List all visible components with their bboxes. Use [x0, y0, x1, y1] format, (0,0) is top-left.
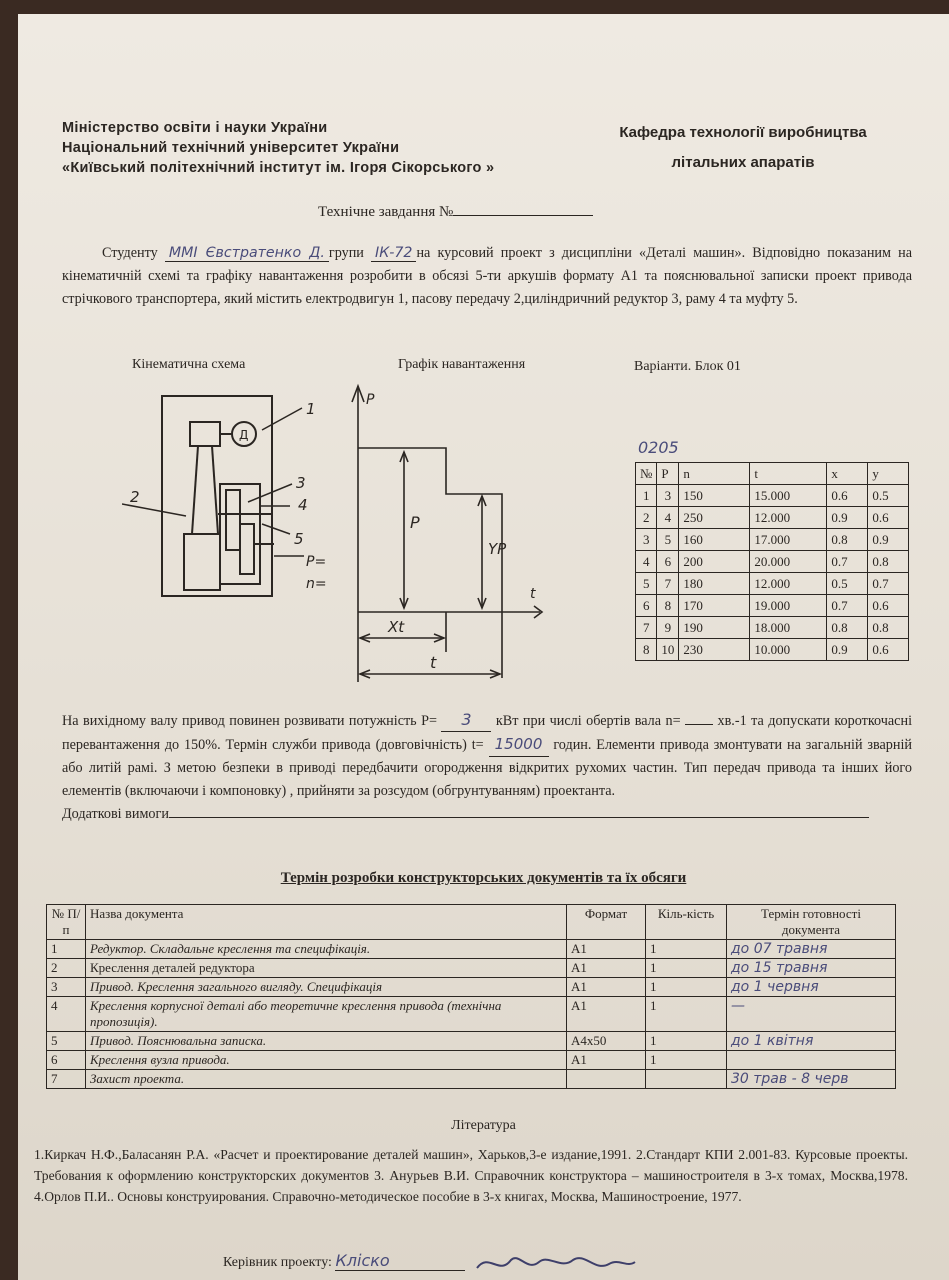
variants-cell: 15.000 [750, 485, 827, 507]
req-p-hand: 3 [441, 708, 491, 732]
variants-cell: 200 [679, 551, 750, 573]
student-hand [165, 245, 329, 262]
variants-cell: 7 [657, 573, 679, 595]
variants-cell: 5 [636, 573, 657, 595]
intro-paragraph [62, 242, 912, 311]
variants-cell: 8 [657, 595, 679, 617]
variants-header-row [636, 463, 909, 485]
variants-cell: 150 [679, 485, 750, 507]
docs-cell-qty: 1 [646, 997, 727, 1032]
ministry-header [62, 118, 494, 178]
docs-cell-n: 7 [47, 1070, 86, 1089]
variants-cell: 3 [636, 529, 657, 551]
docs-cell-name: Привод. Пояснювальна записка. [86, 1032, 567, 1051]
variants-cell: 20.000 [750, 551, 827, 573]
docs-cell-name: Захист проекта. [86, 1070, 567, 1089]
department-line: Кафедра технології виробництва [619, 124, 867, 141]
documents-body [47, 940, 896, 1089]
variants-header-cell: y [868, 463, 909, 485]
load-graph-label: Графік навантаження [398, 357, 526, 372]
variants-cell: 250 [679, 507, 750, 529]
variants-row [636, 485, 909, 507]
variants-cell: 0.8 [868, 551, 909, 573]
docs-row [47, 1032, 896, 1051]
docs-header-cell: № П/п [47, 905, 86, 940]
variants-cell: 2 [636, 507, 657, 529]
label-4: 4 [298, 496, 308, 514]
variants-cell: 230 [679, 639, 750, 661]
documents-table [46, 904, 896, 1089]
extra-label: Додаткові вимоги [62, 806, 169, 822]
variants-header-cell: № [636, 463, 657, 485]
variants-cell: 0.8 [868, 617, 909, 639]
variants-row [636, 573, 909, 595]
docs-header-cell: Кіль-кість [646, 905, 727, 940]
variants-header-cell: n [679, 463, 750, 485]
label-3: 3 [296, 474, 306, 492]
variants-cell: 7 [636, 617, 657, 639]
variants-row [636, 595, 909, 617]
docs-header-cell: Формат [567, 905, 646, 940]
title-text: Технічне завдання № [318, 204, 454, 220]
ministry-line: «Київський політехнічний інститут ім. Ігоря Сікорського » [62, 160, 495, 176]
docs-cell-n: 3 [47, 978, 86, 997]
variants-cell: 3 [657, 485, 679, 507]
student-label: Студенту [102, 245, 158, 261]
variants-cell: 12.000 [750, 573, 827, 595]
docs-cell-deadline: — [727, 997, 896, 1032]
label-1: 1 [306, 400, 316, 418]
variants-cell: 0.6 [868, 639, 909, 661]
variants-cell: 6 [636, 595, 657, 617]
graph-t-label: t [430, 653, 437, 672]
frame-rect [162, 396, 272, 596]
variants-row [636, 551, 909, 573]
docs-header-row [47, 905, 896, 940]
variant-hand-code: 0205 [638, 438, 679, 457]
supervisor-hand-name: Кліско [335, 1251, 465, 1271]
variants-cell: 0.7 [827, 551, 868, 573]
variants-cell: 0.5 [868, 485, 909, 507]
variants-cell: 17.000 [750, 529, 827, 551]
variants-cell: 170 [679, 595, 750, 617]
axis-p-label: P [366, 392, 375, 408]
variants-cell: 0.8 [827, 529, 868, 551]
docs-cell-format: А1 [567, 940, 646, 959]
hand-student-name: Євстратенко Д. [205, 245, 325, 261]
variants-header-cell: t [750, 463, 827, 485]
extra-requirements [62, 803, 912, 826]
supervisor-signature [469, 1255, 639, 1270]
variants-cell: 5 [657, 529, 679, 551]
axis-t-label: t [530, 586, 536, 602]
term-title: Термін розробки конструкторських документів та їх обсяги [280, 870, 687, 886]
docs-cell-format: А1 [567, 978, 646, 997]
variants-cell: 0.9 [827, 507, 868, 529]
docs-cell-n: 4 [47, 997, 86, 1032]
variants-header-cell: P [657, 463, 679, 485]
label-2: 2 [130, 488, 140, 506]
variants-cell: 1 [636, 485, 657, 507]
docs-cell-qty: 1 [646, 1032, 727, 1051]
graph-xt-label: Xt [388, 618, 405, 636]
docs-cell-format: А1 [567, 959, 646, 978]
variants-cell: 180 [679, 573, 750, 595]
label-p: P= [306, 554, 327, 570]
docs-cell-qty: 1 [646, 978, 727, 997]
variants-cell: 190 [679, 617, 750, 639]
docs-header-cell: Назва документа [86, 905, 567, 940]
docs-cell-name: Креслення корпусної деталі або теоретичне креслення привода (технічна пропозиція). [86, 997, 567, 1032]
docs-row [47, 978, 896, 997]
variants-cell: 0.6 [827, 485, 868, 507]
variants-cell: 8 [636, 639, 657, 661]
intro-text: на курсовий проект з дисципліни «Деталі машин». Відповідно показаним на кінематичній схемі та графіку навантаження розробити в обсязі 5-ти аркушів формату А1 та пояснювальної записки проект привода стрічкового транспортера, який містить електродвигун 1, пасову передачу 2,циліндричний редуктор 3, раму 4 та муфту 5. [62, 245, 913, 307]
docs-cell-n: 1 [47, 940, 86, 959]
variants-cell: 0.6 [868, 507, 909, 529]
variants-cell: 10 [657, 639, 679, 661]
kinematic-label: Кінематична схема [132, 357, 246, 372]
variants-cell: 0.7 [868, 573, 909, 595]
variants-cell: 10.000 [750, 639, 827, 661]
docs-cell-qty: 1 [646, 940, 727, 959]
docs-cell-format: А1 [567, 997, 646, 1032]
docs-cell-deadline: до 1 червня [727, 978, 896, 997]
docs-cell-deadline: до 15 травня [727, 959, 896, 978]
docs-cell-name: Креслення вузла привода. [86, 1051, 567, 1070]
variants-label: Варіанти. Блок 01 [634, 359, 741, 374]
label-n: n= [306, 576, 327, 592]
req-t-hand: 15000 [489, 733, 549, 757]
req-s2: кВт при числі обертів вала n= [495, 713, 681, 729]
motor-label: Д [239, 428, 249, 442]
variants-row [636, 507, 909, 529]
graph-p-label: P [410, 513, 420, 532]
hand-group: ІК-72 [371, 245, 416, 262]
graph-yp-label: YP [488, 540, 507, 558]
variants-table [635, 462, 909, 661]
docs-cell-format: А4х50 [567, 1032, 646, 1051]
load-graph [344, 382, 554, 682]
docs-cell-deadline: до 1 квітня [727, 1032, 896, 1051]
docs-row [47, 997, 896, 1032]
hand-faculty: ММІ [168, 245, 198, 261]
ministry-line: Національний технічний університет України [62, 140, 400, 156]
variants-cell: 0.5 [827, 573, 868, 595]
variants-row [636, 529, 909, 551]
variants-row [636, 639, 909, 661]
docs-row [47, 1051, 896, 1070]
docs-cell-n: 6 [47, 1051, 86, 1070]
group-label: групи [328, 245, 364, 261]
variants-cell: 6 [657, 551, 679, 573]
variants-cell: 0.9 [868, 529, 909, 551]
department-line: літальних апаратів [671, 154, 815, 171]
document-title [318, 204, 593, 221]
kinematic-scheme [122, 384, 346, 604]
docs-cell-deadline [727, 1051, 896, 1070]
docs-row [47, 1070, 896, 1089]
docs-cell-deadline: до 07 травня [727, 940, 896, 959]
label-5: 5 [294, 530, 304, 548]
variants-cell: 18.000 [750, 617, 827, 639]
variants-cell: 0.8 [827, 617, 868, 639]
department-header [578, 118, 908, 178]
variants-header-cell: x [827, 463, 868, 485]
literature-text: 1.Киркач Н.Ф.,Баласанян Р.А. «Расчет и проектирование деталей машин», Харьков,3-е издание,1991. 2.Стандарт КПИ 2.001-83. Курсовые проекты. Требования к оформлению конструкторских документов 3. Анурьев В.И. Справочник конструктора – машиностроителя в 3-х томах, Москва,1978. 4.Орлов П.И.. Основы конструирования. Справочно-методическое пособие в 3-х книгах, Москва, Машиностроение, 1977. [34, 1147, 908, 1204]
docs-cell-qty [646, 1070, 727, 1089]
docs-cell-deadline: 30 трав - 8 черв [727, 1070, 896, 1089]
docs-cell-name: Привод. Креслення загального вигляду. Специфікація [86, 978, 567, 997]
variants-cell: 0.9 [827, 639, 868, 661]
variants-body [636, 485, 909, 661]
docs-cell-name: Креслення деталей редуктора [86, 959, 567, 978]
docs-cell-name: Редуктор. Складальне креслення та специфікація. [86, 940, 567, 959]
docs-row [47, 959, 896, 978]
variants-cell: 9 [657, 617, 679, 639]
variants-cell: 0.6 [868, 595, 909, 617]
req-s1: На вихідному валу привод повинен розвивати потужність Р= [62, 713, 437, 729]
docs-cell-qty: 1 [646, 1051, 727, 1070]
literature-title: Література [451, 1118, 516, 1133]
req-s4: годин. Елементи привода змонтувати на загальній зварній або литій рамі. З метою безпеки в приводі передбачити огородження відкритих рухомих частин. Тип передач привода та інших його елементів (включаючи і компоновку) , прийняти за розсудом (обгрунтуванням) проектанта. [62, 737, 913, 799]
docs-row [47, 940, 896, 959]
variants-cell: 19.000 [750, 595, 827, 617]
variants-cell: 0.7 [827, 595, 868, 617]
variants-cell: 4 [657, 507, 679, 529]
signature-drawing [469, 1250, 639, 1276]
docs-cell-qty: 1 [646, 959, 727, 978]
variants-row [636, 617, 909, 639]
variants-cell: 160 [679, 529, 750, 551]
task-sheet [18, 14, 949, 1280]
docs-cell-n: 5 [47, 1032, 86, 1051]
ministry-line: Міністерство освіти і науки України [62, 120, 328, 136]
supervisor-label: Керівник проекту: [223, 1255, 332, 1271]
req-s3: хв.-1 та допускати короткочасні перевантаження до 150%. Термін служби привода (довговічність) t= [62, 713, 913, 753]
docs-cell-format: А1 [567, 1051, 646, 1070]
docs-header-cell: Термін готовності документа [727, 905, 896, 940]
docs-cell-n: 2 [47, 959, 86, 978]
variants-cell: 12.000 [750, 507, 827, 529]
supervisor-line [223, 1250, 639, 1276]
variants-cell: 4 [636, 551, 657, 573]
docs-cell-format [567, 1070, 646, 1089]
requirements-paragraph [62, 708, 912, 826]
